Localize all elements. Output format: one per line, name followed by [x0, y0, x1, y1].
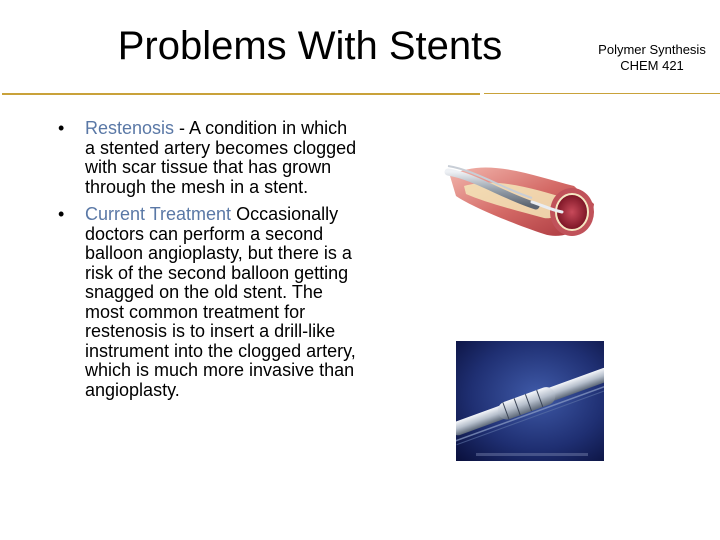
- bullet-item-treatment: [58, 205, 358, 400]
- bullet-text: - A condition in which a stented artery becomes clogged with scar tissue that has grown through the mesh in a stent.: [85, 118, 357, 197]
- course-label: [582, 42, 720, 74]
- bullet-marker: •: [58, 204, 65, 224]
- drill-instrument-photo: [456, 341, 604, 461]
- title-divider-right: [484, 93, 720, 94]
- course-code: CHEM 421: [620, 58, 684, 73]
- bullet-lead: Restenosis: [85, 118, 175, 138]
- slide-title: Problems With Stents: [117, 24, 503, 68]
- bullet-marker: •: [58, 118, 65, 138]
- bullet-lead: Current Treatment: [85, 204, 232, 224]
- course-name: Polymer Synthesis: [598, 42, 706, 57]
- artery-illustration: [444, 146, 602, 246]
- title-divider-left: [2, 93, 480, 95]
- bullet-list: [58, 119, 358, 408]
- bullet-text: Occasionally doctors can perform a second balloon angioplasty, but there is a risk of the second balloon getting snagged on the old stent. The most common treatment for restenosis is to insert a drill-like instrument into the clogged artery, which is much more invasive than angioplasty.: [85, 204, 356, 400]
- bullet-item-restenosis: [58, 119, 358, 197]
